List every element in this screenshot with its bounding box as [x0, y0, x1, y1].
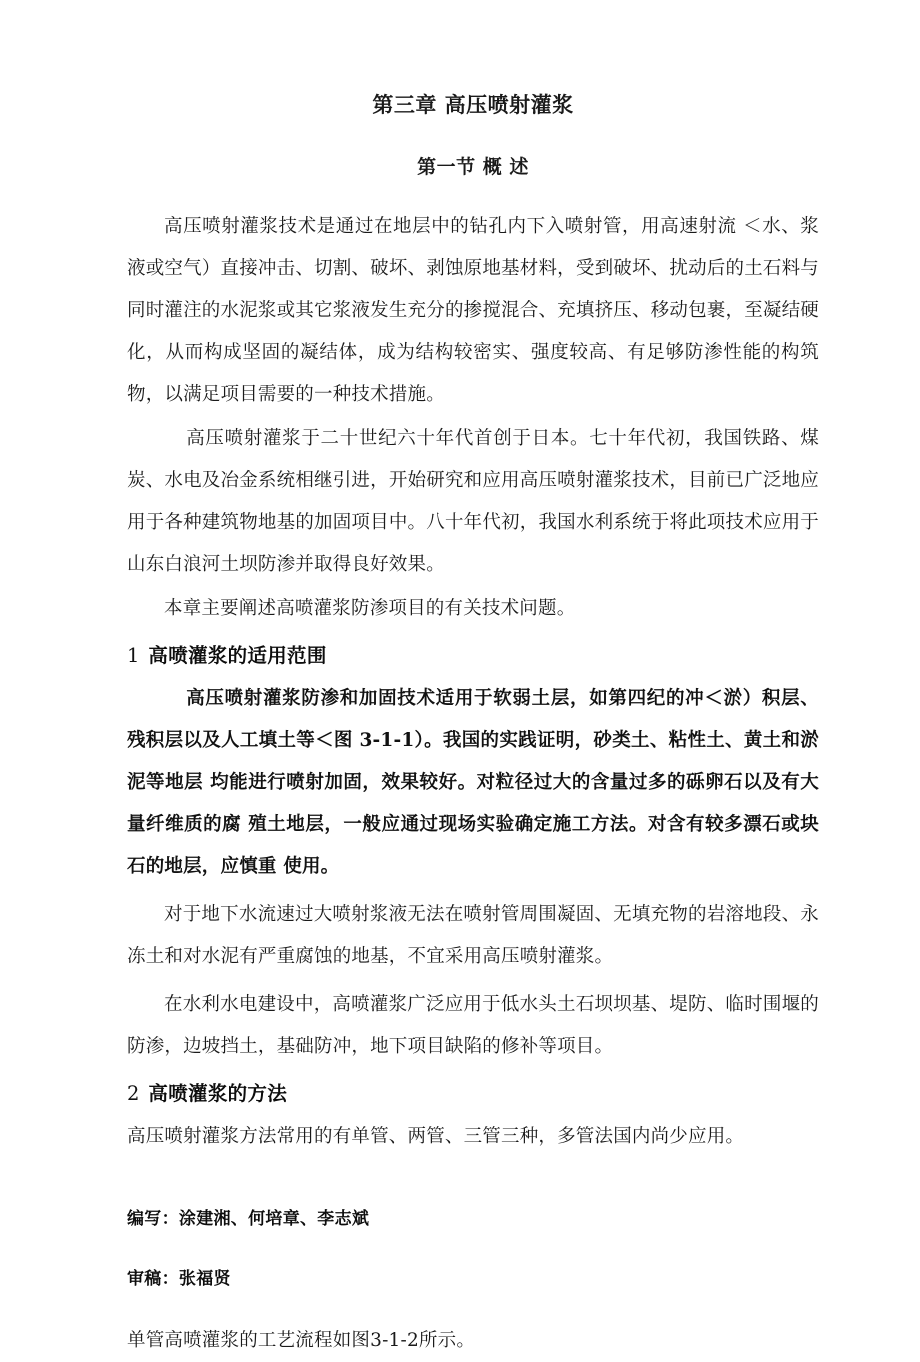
paragraph-methods: 高压喷射灌浆方法常用的有单管、两管、三管三种，多管法国内尚少应用。 — [127, 1126, 745, 1147]
paragraph-scope-statement: 本章主要阐述高喷灌浆防渗项目的有关技术问题。 — [164, 598, 576, 619]
paragraph-water-conservancy-use: 在水利水电建设中，高喷灌浆广泛应用于低水头土石坝坝基、堤防、临时围堰的防渗，边坡挡土，基础防冲，地下项目缺陷的修补等项目。 — [127, 994, 819, 1057]
paragraph-history: 高压喷射灌浆于二十世纪六十年代首创于日本。七十年代初，我国铁路、煤炭、水电及冶金系统相继引进，开始研究和应用高压喷射灌浆技术，目前已广泛地应用于各种建筑物地基的加固项目中。八十年代初，我国水利系统于将此项技术应用于山东白浪河土坝防渗并取得良好效果。 — [127, 428, 819, 575]
section-number-1: 1 — [127, 644, 140, 667]
section-title-1: 高喷灌浆的适用范围 — [148, 644, 327, 667]
section-number-2: 2 — [127, 1082, 140, 1105]
paragraph-applicable-soils: 高压喷射灌浆防渗和加固技术适用于软弱土层，如第四纪的冲＜淤）积层、残积层以及人工填土等＜图 3-1-1）。我国的实践证明，砂类土、粘性土、黄土和淤泥等地层 均能进行喷射加固，效果较好。对粒径过大的含量过多的砾卵石以及有大量纤维质的腐 殖土地层，一般应通过现场实验确定施工方法。对含有较多漂石或块石的地层，应慎重 使用。 — [127, 688, 819, 877]
paragraph-unsuitable-conditions: 对于地下水流速过大喷射浆液无法在喷射管周围凝固、无填充物的岩溶地段、永冻土和对水泥有严重腐蚀的地基，不宜采用高压喷射灌浆。 — [127, 904, 819, 967]
authors-line: 编写：涂建湘、何培章、李志斌 — [127, 1209, 370, 1229]
paragraph-overview-definition: 高压喷射灌浆技术是通过在地层中的钻孔内下入喷射管，用高速射流 ＜水、浆液或空气）直接冲击、切割、破坏、剥蚀原地基材料，受到破坏、扰动后的土石料与同时灌注的水泥浆或其它浆液发生充分的掺搅混合、充填挤压、移动包裹，至凝结硬化，从而构成坚固的凝结体，成为结构较密实、强度较高、有足够防渗性能的构筑物，以满足项目需要的一种技术措施。 — [127, 216, 819, 405]
section-heading-2 — [127, 1074, 819, 1114]
paragraph-closing-figure-reference: 单管高喷灌浆的工艺流程如图3-1-2所示。 — [127, 1330, 476, 1351]
chapter-title: 第三章 高压喷射灌浆 — [372, 93, 574, 117]
credits-block — [127, 1204, 819, 1294]
section-heading-1 — [127, 636, 819, 676]
section-title-2: 高喷灌浆的方法 — [148, 1082, 288, 1105]
document-content — [127, 88, 819, 1362]
reviewer-line: 审稿：张福贤 — [127, 1269, 231, 1289]
section-subtitle: 第一节 概 述 — [417, 156, 529, 178]
